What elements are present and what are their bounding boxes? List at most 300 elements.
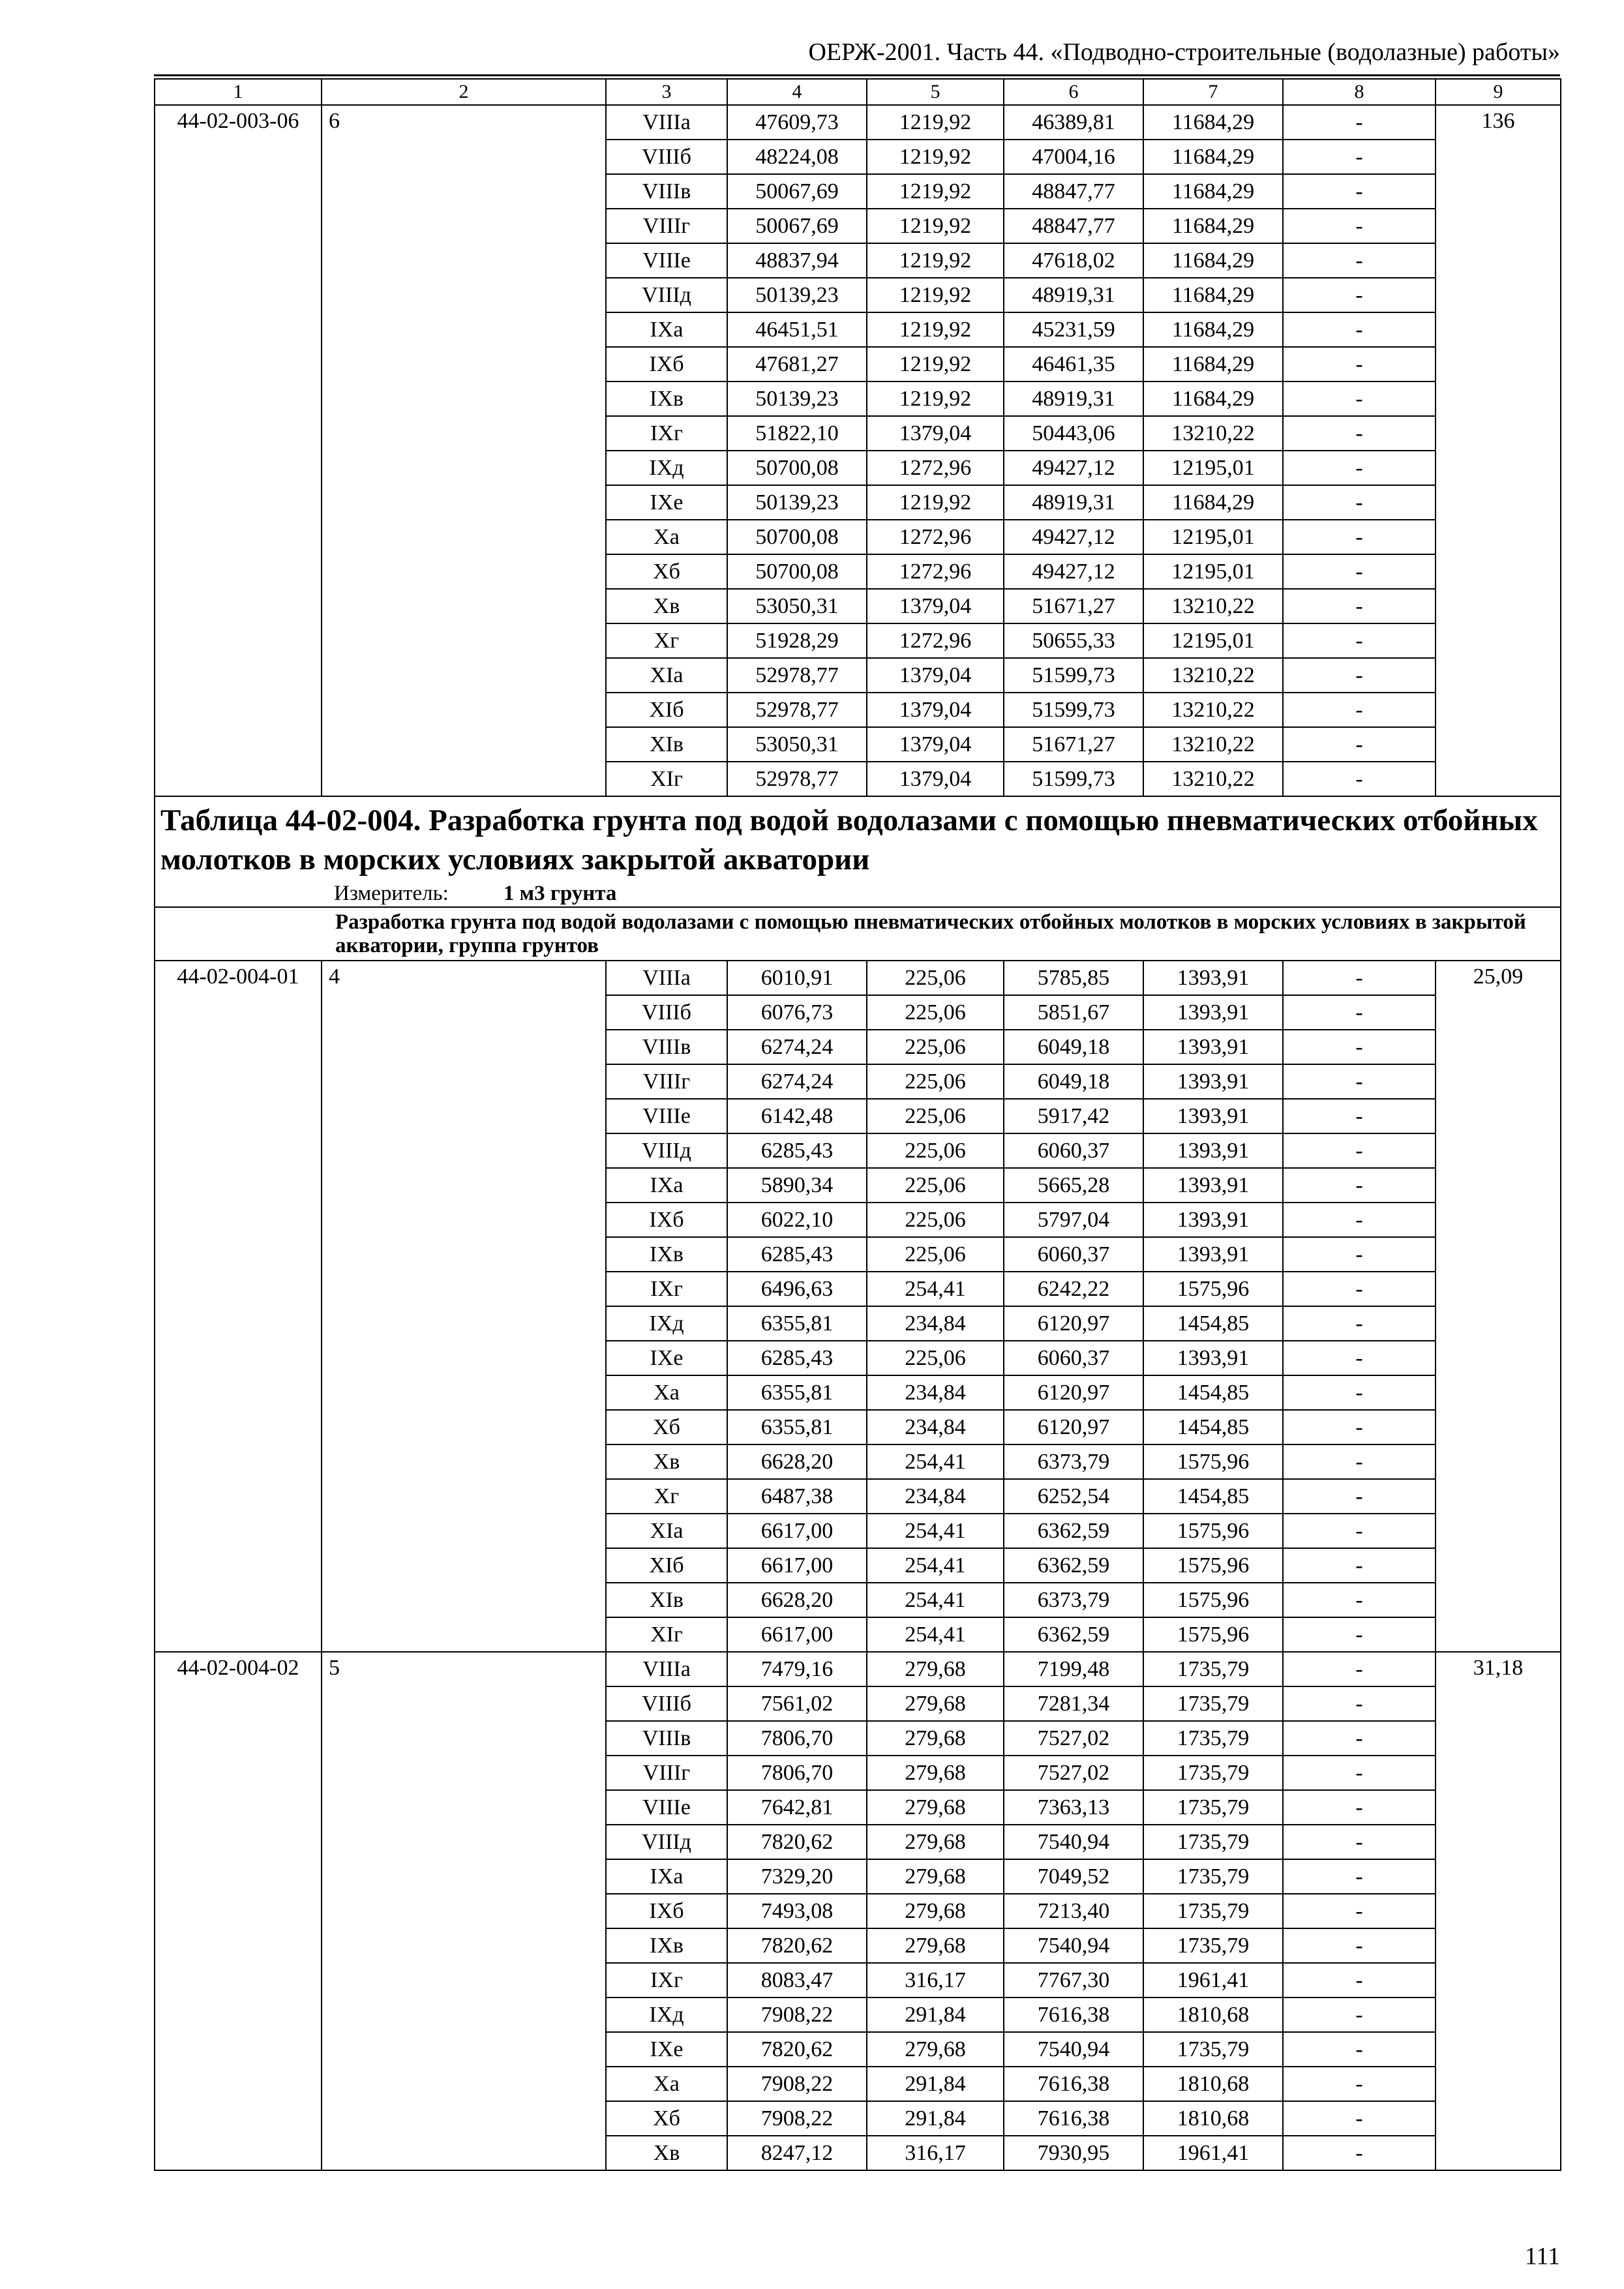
soil-group-cell: IXa <box>606 312 727 347</box>
machine-cost-cell: 7930,95 <box>1004 2136 1143 2170</box>
direct-cost-cell: 6628,20 <box>727 1583 867 1617</box>
direct-cost-cell: 50139,23 <box>727 382 867 416</box>
direct-cost-cell: 6355,81 <box>727 1410 867 1444</box>
soil-group-cell: Xб <box>606 2101 727 2136</box>
materials-cell: - <box>1283 1341 1436 1375</box>
direct-cost-cell: 7642,81 <box>727 1790 867 1825</box>
soil-group-cell: XIa <box>606 1514 727 1548</box>
direct-cost-cell: 6355,81 <box>727 1306 867 1341</box>
soil-group-cell: IXг <box>606 1272 727 1306</box>
wages-cell: 279,68 <box>867 1825 1004 1859</box>
direct-cost-cell: 6274,24 <box>727 1030 867 1064</box>
soil-group-cell: Xв <box>606 2136 727 2170</box>
materials-cell: - <box>1283 347 1436 382</box>
driver-wages-cell: 1393,91 <box>1143 1341 1283 1375</box>
materials-cell: - <box>1283 1099 1436 1133</box>
table-body <box>155 79 1561 2170</box>
soil-group-cell: Xв <box>606 589 727 623</box>
direct-cost-cell: 47681,27 <box>727 347 867 382</box>
driver-wages-cell: 1393,91 <box>1143 1030 1283 1064</box>
materials-cell: - <box>1283 243 1436 278</box>
column-number: 7 <box>1143 79 1283 105</box>
direct-cost-cell: 50700,08 <box>727 520 867 554</box>
soil-group-cell: IXв <box>606 1237 727 1272</box>
wages-cell: 1379,04 <box>867 416 1004 451</box>
machine-cost-cell: 5665,28 <box>1004 1168 1143 1203</box>
materials-cell: - <box>1283 416 1436 451</box>
unit-line <box>334 880 1555 906</box>
direct-cost-cell: 6617,00 <box>727 1514 867 1548</box>
driver-wages-cell: 1393,91 <box>1143 961 1283 995</box>
machine-cost-cell: 6373,79 <box>1004 1444 1143 1479</box>
materials-cell: - <box>1283 520 1436 554</box>
materials-cell: - <box>1283 1030 1436 1064</box>
materials-cell: - <box>1283 382 1436 416</box>
direct-cost-cell: 52978,77 <box>727 762 867 796</box>
wages-cell: 1219,92 <box>867 485 1004 520</box>
machine-cost-cell: 49427,12 <box>1004 554 1143 589</box>
soil-group-cell: IXг <box>606 1963 727 1997</box>
materials-cell: - <box>1283 1444 1436 1479</box>
direct-cost-cell: 7479,16 <box>727 1652 867 1686</box>
soil-group-cell: XIв <box>606 727 727 762</box>
rate-code: 44-02-004-01 <box>155 961 322 1652</box>
wages-cell: 234,84 <box>867 1479 1004 1514</box>
soil-group-cell: VIIIб <box>606 1686 727 1721</box>
soil-group-cell: VIIIб <box>606 995 727 1030</box>
machine-cost-cell: 7527,02 <box>1004 1756 1143 1790</box>
rates-table <box>154 78 1561 2171</box>
wages-cell: 279,68 <box>867 1928 1004 1963</box>
soil-group-cell: IXe <box>606 2032 727 2067</box>
wages-cell: 279,68 <box>867 1894 1004 1928</box>
soil-group-cell: IXв <box>606 382 727 416</box>
machine-cost-cell: 6120,97 <box>1004 1306 1143 1341</box>
machine-cost-cell: 49427,12 <box>1004 451 1143 485</box>
driver-wages-cell: 11684,29 <box>1143 382 1283 416</box>
driver-wages-cell: 1393,91 <box>1143 1133 1283 1168</box>
column-number: 1 <box>155 79 322 105</box>
unit-label: Измеритель: <box>334 882 449 905</box>
soil-group-cell: IXe <box>606 485 727 520</box>
materials-cell: - <box>1283 554 1436 589</box>
machine-cost-cell: 5917,42 <box>1004 1099 1143 1133</box>
direct-cost-cell: 6487,38 <box>727 1479 867 1514</box>
driver-wages-cell: 11684,29 <box>1143 278 1283 312</box>
driver-wages-cell: 1735,79 <box>1143 1721 1283 1756</box>
wages-cell: 225,06 <box>867 1030 1004 1064</box>
driver-wages-cell: 1735,79 <box>1143 1894 1283 1928</box>
machine-cost-cell: 6362,59 <box>1004 1548 1143 1583</box>
running-header: ОЕРЖ-2001. Часть 44. «Подводно-строительные (водолазные) работы» <box>808 38 1560 66</box>
soil-group-cell: VIIIe <box>606 1790 727 1825</box>
wages-cell: 254,41 <box>867 1617 1004 1652</box>
wages-cell: 225,06 <box>867 1099 1004 1133</box>
soil-group-cell: Xa <box>606 1375 727 1410</box>
wages-cell: 1379,04 <box>867 762 1004 796</box>
table-row <box>155 105 1561 140</box>
soil-group-cell: VIIIг <box>606 1756 727 1790</box>
soil-group-cell: XIб <box>606 1548 727 1583</box>
direct-cost-cell: 48224,08 <box>727 140 867 174</box>
wages-cell: 316,17 <box>867 1963 1004 1997</box>
direct-cost-cell: 47609,73 <box>727 105 867 140</box>
machine-cost-cell: 7540,94 <box>1004 1825 1143 1859</box>
driver-wages-cell: 12195,01 <box>1143 520 1283 554</box>
column-number: 6 <box>1004 79 1143 105</box>
table-title-row <box>155 796 1561 907</box>
driver-wages-cell: 13210,22 <box>1143 658 1283 693</box>
wages-cell: 279,68 <box>867 1686 1004 1721</box>
materials-cell: - <box>1283 995 1436 1030</box>
materials-cell: - <box>1283 1928 1436 1963</box>
wages-cell: 1379,04 <box>867 727 1004 762</box>
wages-cell: 291,84 <box>867 2067 1004 2101</box>
machine-cost-cell: 6060,37 <box>1004 1133 1143 1168</box>
wages-cell: 1219,92 <box>867 209 1004 243</box>
machine-cost-cell: 6362,59 <box>1004 1514 1143 1548</box>
direct-cost-cell: 6496,63 <box>727 1272 867 1306</box>
table-row <box>155 961 1561 995</box>
driver-wages-cell: 1393,91 <box>1143 1064 1283 1099</box>
wages-cell: 225,06 <box>867 1341 1004 1375</box>
driver-wages-cell: 1735,79 <box>1143 1859 1283 1894</box>
driver-wages-cell: 1454,85 <box>1143 1375 1283 1410</box>
driver-wages-cell: 1454,85 <box>1143 1479 1283 1514</box>
machine-cost-cell: 7049,52 <box>1004 1859 1143 1894</box>
driver-wages-cell: 1735,79 <box>1143 2032 1283 2067</box>
labor-cost: 31,18 <box>1436 1652 1561 2170</box>
direct-cost-cell: 6355,81 <box>727 1375 867 1410</box>
machine-cost-cell: 7616,38 <box>1004 2067 1143 2101</box>
rate-code: 44-02-004-02 <box>155 1652 322 2170</box>
wages-cell: 254,41 <box>867 1583 1004 1617</box>
driver-wages-cell: 1735,79 <box>1143 1756 1283 1790</box>
materials-cell: - <box>1283 140 1436 174</box>
materials-cell: - <box>1283 1825 1436 1859</box>
soil-group-cell: Xб <box>606 554 727 589</box>
driver-wages-cell: 1393,91 <box>1143 1237 1283 1272</box>
wages-cell: 1219,92 <box>867 174 1004 209</box>
driver-wages-cell: 1393,91 <box>1143 1203 1283 1237</box>
materials-cell: - <box>1283 1583 1436 1617</box>
soil-group-cell: IXa <box>606 1859 727 1894</box>
direct-cost-cell: 52978,77 <box>727 658 867 693</box>
soil-group-cell: XIг <box>606 762 727 796</box>
machine-cost-cell: 6120,97 <box>1004 1375 1143 1410</box>
wages-cell: 1219,92 <box>867 243 1004 278</box>
machine-cost-cell: 7527,02 <box>1004 1721 1143 1756</box>
materials-cell: - <box>1283 1410 1436 1444</box>
wages-cell: 225,06 <box>867 961 1004 995</box>
driver-wages-cell: 1454,85 <box>1143 1410 1283 1444</box>
driver-wages-cell: 1735,79 <box>1143 1686 1283 1721</box>
materials-cell: - <box>1283 2136 1436 2170</box>
machine-cost-cell: 7363,13 <box>1004 1790 1143 1825</box>
materials-cell: - <box>1283 1375 1436 1410</box>
materials-cell: - <box>1283 693 1436 727</box>
machine-cost-cell: 6049,18 <box>1004 1064 1143 1099</box>
wages-cell: 279,68 <box>867 1756 1004 1790</box>
soil-group-cell: VIIIв <box>606 1721 727 1756</box>
machine-cost-cell: 5851,67 <box>1004 995 1143 1030</box>
unit-value: 1 м3 грунта <box>503 882 617 905</box>
column-number: 3 <box>606 79 727 105</box>
soil-group-cell: IXг <box>606 416 727 451</box>
soil-group-cell: VIIIг <box>606 1064 727 1099</box>
soil-group-cell: IXa <box>606 1168 727 1203</box>
soil-group-cell: XIб <box>606 693 727 727</box>
category-digit: 5 <box>322 1652 606 2170</box>
materials-cell: - <box>1283 2032 1436 2067</box>
wages-cell: 234,84 <box>867 1410 1004 1444</box>
soil-group-cell: Xa <box>606 2067 727 2101</box>
direct-cost-cell: 7820,62 <box>727 1825 867 1859</box>
materials-cell: - <box>1283 762 1436 796</box>
machine-cost-cell: 49427,12 <box>1004 520 1143 554</box>
machine-cost-cell: 48847,77 <box>1004 174 1143 209</box>
driver-wages-cell: 13210,22 <box>1143 693 1283 727</box>
materials-cell: - <box>1283 278 1436 312</box>
soil-group-cell: VIIIe <box>606 1099 727 1133</box>
direct-cost-cell: 50067,69 <box>727 209 867 243</box>
direct-cost-cell: 53050,31 <box>727 589 867 623</box>
direct-cost-cell: 6628,20 <box>727 1444 867 1479</box>
machine-cost-cell: 6060,37 <box>1004 1341 1143 1375</box>
direct-cost-cell: 6022,10 <box>727 1203 867 1237</box>
direct-cost-cell: 7908,22 <box>727 2101 867 2136</box>
driver-wages-cell: 13210,22 <box>1143 762 1283 796</box>
driver-wages-cell: 11684,29 <box>1143 347 1283 382</box>
wages-cell: 225,06 <box>867 1064 1004 1099</box>
header-rule <box>154 74 1560 76</box>
wages-cell: 1379,04 <box>867 658 1004 693</box>
direct-cost-cell: 8083,47 <box>727 1963 867 1997</box>
machine-cost-cell: 7767,30 <box>1004 1963 1143 1997</box>
direct-cost-cell: 7561,02 <box>727 1686 867 1721</box>
direct-cost-cell: 6285,43 <box>727 1133 867 1168</box>
materials-cell: - <box>1283 174 1436 209</box>
soil-group-cell: VIIIa <box>606 1652 727 1686</box>
soil-group-cell: XIa <box>606 658 727 693</box>
materials-cell: - <box>1283 2067 1436 2101</box>
direct-cost-cell: 7820,62 <box>727 1928 867 1963</box>
materials-cell: - <box>1283 1997 1436 2032</box>
direct-cost-cell: 50700,08 <box>727 554 867 589</box>
materials-cell: - <box>1283 1963 1436 1997</box>
wages-cell: 254,41 <box>867 1444 1004 1479</box>
rate-code: 44-02-003-06 <box>155 105 322 796</box>
driver-wages-cell: 12195,01 <box>1143 451 1283 485</box>
machine-cost-cell: 46389,81 <box>1004 105 1143 140</box>
labor-cost: 25,09 <box>1436 961 1561 1652</box>
machine-cost-cell: 5785,85 <box>1004 961 1143 995</box>
driver-wages-cell: 13210,22 <box>1143 727 1283 762</box>
machine-cost-cell: 7540,94 <box>1004 2032 1143 2067</box>
machine-cost-cell: 51599,73 <box>1004 762 1143 796</box>
direct-cost-cell: 6076,73 <box>727 995 867 1030</box>
soil-group-cell: IXб <box>606 1203 727 1237</box>
materials-cell: - <box>1283 1790 1436 1825</box>
driver-wages-cell: 1575,96 <box>1143 1617 1283 1652</box>
soil-group-cell: XIв <box>606 1583 727 1617</box>
materials-cell: - <box>1283 1133 1436 1168</box>
wages-cell: 279,68 <box>867 1859 1004 1894</box>
direct-cost-cell: 7806,70 <box>727 1721 867 1756</box>
materials-cell: - <box>1283 1064 1436 1099</box>
soil-group-cell: IXe <box>606 1341 727 1375</box>
driver-wages-cell: 11684,29 <box>1143 312 1283 347</box>
column-number: 9 <box>1436 79 1561 105</box>
direct-cost-cell: 7493,08 <box>727 1894 867 1928</box>
table-row <box>155 1652 1561 1686</box>
machine-cost-cell: 7213,40 <box>1004 1894 1143 1928</box>
soil-group-cell: VIIIe <box>606 243 727 278</box>
materials-cell: - <box>1283 1306 1436 1341</box>
wages-cell: 1219,92 <box>867 347 1004 382</box>
materials-cell: - <box>1283 1514 1436 1548</box>
direct-cost-cell: 51822,10 <box>727 416 867 451</box>
wages-cell: 254,41 <box>867 1514 1004 1548</box>
materials-cell: - <box>1283 1272 1436 1306</box>
soil-group-cell: Xг <box>606 1479 727 1514</box>
wages-cell: 225,06 <box>867 995 1004 1030</box>
subheading-row <box>155 907 1561 961</box>
machine-cost-cell: 50443,06 <box>1004 416 1143 451</box>
materials-cell: - <box>1283 105 1436 140</box>
driver-wages-cell: 1575,96 <box>1143 1514 1283 1548</box>
driver-wages-cell: 1393,91 <box>1143 1168 1283 1203</box>
machine-cost-cell: 47004,16 <box>1004 140 1143 174</box>
materials-cell: - <box>1283 1203 1436 1237</box>
wages-cell: 234,84 <box>867 1306 1004 1341</box>
soil-group-cell: Xв <box>606 1444 727 1479</box>
machine-cost-cell: 51671,27 <box>1004 589 1143 623</box>
wages-cell: 1219,92 <box>867 312 1004 347</box>
direct-cost-cell: 5890,34 <box>727 1168 867 1203</box>
wages-cell: 291,84 <box>867 1997 1004 2032</box>
wages-cell: 291,84 <box>867 2101 1004 2136</box>
machine-cost-cell: 6242,22 <box>1004 1272 1143 1306</box>
soil-group-cell: IXд <box>606 1306 727 1341</box>
driver-wages-cell: 1575,96 <box>1143 1444 1283 1479</box>
machine-cost-cell: 51671,27 <box>1004 727 1143 762</box>
wages-cell: 279,68 <box>867 2032 1004 2067</box>
direct-cost-cell: 6617,00 <box>727 1617 867 1652</box>
soil-group-cell: VIIIв <box>606 1030 727 1064</box>
direct-cost-cell: 6274,24 <box>727 1064 867 1099</box>
wages-cell: 279,68 <box>867 1721 1004 1756</box>
driver-wages-cell: 11684,29 <box>1143 485 1283 520</box>
direct-cost-cell: 7820,62 <box>727 2032 867 2067</box>
machine-cost-cell: 51599,73 <box>1004 693 1143 727</box>
soil-group-cell: VIIIд <box>606 1825 727 1859</box>
materials-cell: - <box>1283 727 1436 762</box>
direct-cost-cell: 8247,12 <box>727 2136 867 2170</box>
direct-cost-cell: 50067,69 <box>727 174 867 209</box>
materials-cell: - <box>1283 1894 1436 1928</box>
materials-cell: - <box>1283 961 1436 995</box>
soil-group-cell: IXд <box>606 451 727 485</box>
machine-cost-cell: 6252,54 <box>1004 1479 1143 1514</box>
driver-wages-cell: 1393,91 <box>1143 1099 1283 1133</box>
driver-wages-cell: 1961,41 <box>1143 1963 1283 1997</box>
materials-cell: - <box>1283 1721 1436 1756</box>
materials-cell: - <box>1283 485 1436 520</box>
soil-group-cell: VIIIб <box>606 140 727 174</box>
direct-cost-cell: 6285,43 <box>727 1237 867 1272</box>
column-number: 2 <box>322 79 606 105</box>
machine-cost-cell: 48919,31 <box>1004 278 1143 312</box>
materials-cell: - <box>1283 1756 1436 1790</box>
machine-cost-cell: 7616,38 <box>1004 2101 1143 2136</box>
direct-cost-cell: 6142,48 <box>727 1099 867 1133</box>
wages-cell: 1272,96 <box>867 520 1004 554</box>
driver-wages-cell: 1810,68 <box>1143 2101 1283 2136</box>
page-number: 111 <box>1524 2243 1560 2270</box>
soil-group-cell: VIIIв <box>606 174 727 209</box>
direct-cost-cell: 46451,51 <box>727 312 867 347</box>
wages-cell: 1272,96 <box>867 451 1004 485</box>
direct-cost-cell: 7908,22 <box>727 1997 867 2032</box>
driver-wages-cell: 12195,01 <box>1143 554 1283 589</box>
wages-cell: 225,06 <box>867 1237 1004 1272</box>
materials-cell: - <box>1283 1237 1436 1272</box>
soil-group-cell: VIIIд <box>606 278 727 312</box>
materials-cell: - <box>1283 589 1436 623</box>
machine-cost-cell: 50655,33 <box>1004 623 1143 658</box>
materials-cell: - <box>1283 658 1436 693</box>
driver-wages-cell: 11684,29 <box>1143 243 1283 278</box>
category-digit: 6 <box>322 105 606 796</box>
soil-group-cell: Xг <box>606 623 727 658</box>
driver-wages-cell: 1393,91 <box>1143 995 1283 1030</box>
soil-group-cell: XIг <box>606 1617 727 1652</box>
driver-wages-cell: 1735,79 <box>1143 1928 1283 1963</box>
driver-wages-cell: 1454,85 <box>1143 1306 1283 1341</box>
soil-group-cell: Xa <box>606 520 727 554</box>
driver-wages-cell: 11684,29 <box>1143 209 1283 243</box>
machine-cost-cell: 7199,48 <box>1004 1652 1143 1686</box>
machine-cost-cell: 46461,35 <box>1004 347 1143 382</box>
materials-cell: - <box>1283 1479 1436 1514</box>
machine-cost-cell: 6049,18 <box>1004 1030 1143 1064</box>
machine-cost-cell: 45231,59 <box>1004 312 1143 347</box>
column-number-row <box>155 79 1561 105</box>
wages-cell: 1219,92 <box>867 278 1004 312</box>
materials-cell: - <box>1283 451 1436 485</box>
wages-cell: 254,41 <box>867 1272 1004 1306</box>
materials-cell: - <box>1283 1859 1436 1894</box>
driver-wages-cell: 11684,29 <box>1143 174 1283 209</box>
wages-cell: 1272,96 <box>867 554 1004 589</box>
wages-cell: 1219,92 <box>867 105 1004 140</box>
wages-cell: 254,41 <box>867 1548 1004 1583</box>
direct-cost-cell: 51928,29 <box>727 623 867 658</box>
direct-cost-cell: 48837,94 <box>727 243 867 278</box>
driver-wages-cell: 1575,96 <box>1143 1583 1283 1617</box>
materials-cell: - <box>1283 2101 1436 2136</box>
materials-cell: - <box>1283 1617 1436 1652</box>
soil-group-cell: IXв <box>606 1928 727 1963</box>
materials-cell: - <box>1283 623 1436 658</box>
wages-cell: 225,06 <box>867 1133 1004 1168</box>
soil-group-cell: VIIIa <box>606 105 727 140</box>
direct-cost-cell: 6617,00 <box>727 1548 867 1583</box>
materials-cell: - <box>1283 1686 1436 1721</box>
direct-cost-cell: 7908,22 <box>727 2067 867 2101</box>
driver-wages-cell: 1735,79 <box>1143 1825 1283 1859</box>
